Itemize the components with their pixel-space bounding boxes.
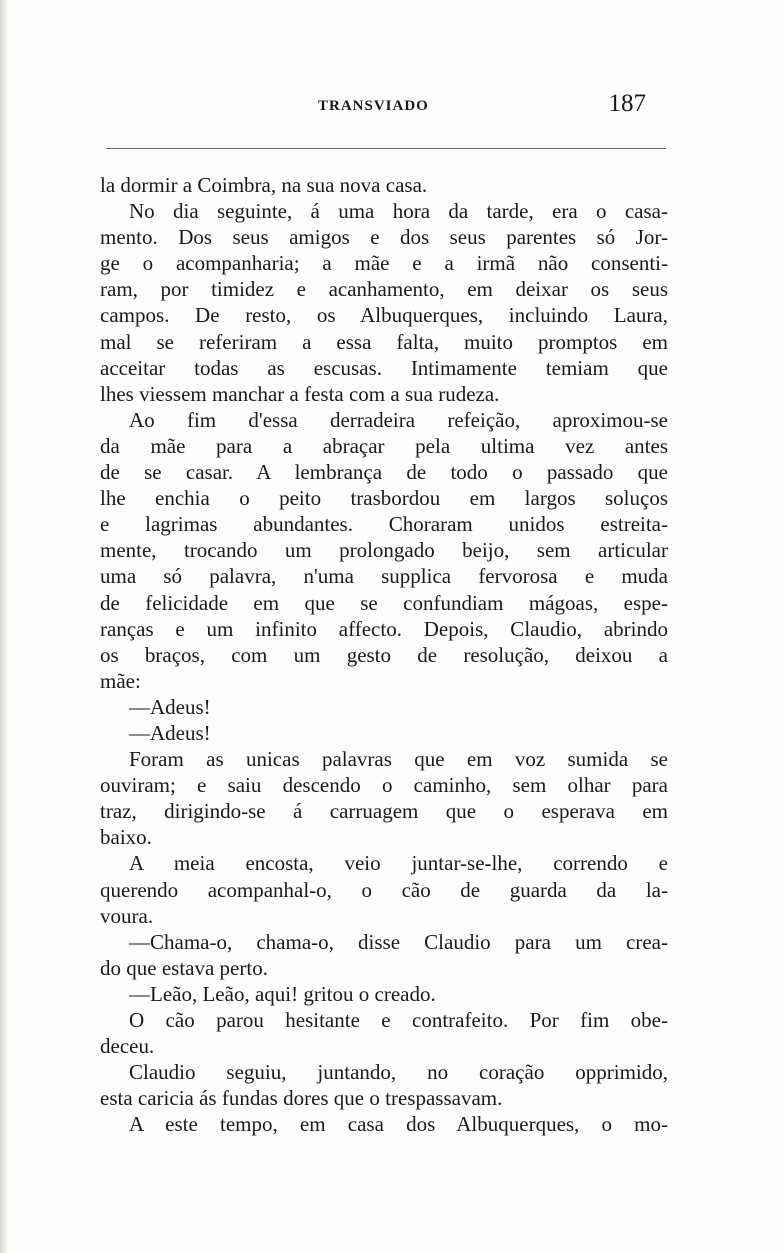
page-edge-shadow xyxy=(0,0,8,1253)
text-line: ge o acompanharia; a mãe e a irmã não consenti- xyxy=(100,251,668,276)
text-line: do que estava perto. xyxy=(100,955,268,980)
text-line: Foram as unicas palavras que em voz sumida se xyxy=(129,747,668,772)
text-line: A meia encosta, veio juntar-se-lhe, correndo e xyxy=(129,851,668,876)
page-number: 187 xyxy=(608,90,646,117)
text-line: de se casar. A lembrança de todo o passado que xyxy=(100,460,668,485)
text-line: acceitar todas as escusas. Intimamente temiam que xyxy=(100,355,668,380)
text-line: traz, dirigindo-se á carruagem que o esperava em xyxy=(100,799,668,824)
text-line: ram, por timidez e acanhamento, em deixar os seus xyxy=(100,277,668,302)
text-line: campos. De resto, os Albuquerques, incluindo Laura, xyxy=(100,303,668,328)
text-line: lhes viessem manchar a festa com a sua rudeza. xyxy=(100,381,500,406)
page-header xyxy=(100,90,670,130)
text-line: deceu. xyxy=(100,1034,155,1059)
text-line: de felicidade em que se confundiam mágoas, espe- xyxy=(100,590,668,615)
text-line: baixo. xyxy=(100,825,152,850)
text-line: mal se referiram a essa falta, muito promptos em xyxy=(100,329,668,354)
text-line: Claudio seguiu, juntando, no coração opprimido, xyxy=(129,1060,668,1085)
text-line: mãe: xyxy=(100,668,141,693)
header-rule xyxy=(106,148,666,149)
text-line: lhe enchia o peito trasbordou em largos soluços xyxy=(100,486,668,511)
text-line: querendo acompanhal-o, o cão de guarda da la- xyxy=(100,877,668,902)
text-line: da mãe para a abraçar pela ultima vez antes xyxy=(100,433,668,458)
text-line: No dia seguinte, á uma hora da tarde, era o casa- xyxy=(129,199,668,224)
body-text xyxy=(100,172,668,1137)
text-line: A este tempo, em casa dos Albuquerques, o mo- xyxy=(129,1112,668,1137)
text-line: os braços, com um gesto de resolução, deixou a xyxy=(100,642,668,667)
text-line: uma só palavra, n'uma supplica fervorosa e muda xyxy=(100,564,668,589)
running-title: TRANSVIADO xyxy=(318,98,429,114)
text-line: —Adeus! xyxy=(129,720,211,745)
text-line: —Adeus! xyxy=(129,694,211,719)
text-line: ouviram; e saiu descendo o caminho, sem olhar para xyxy=(100,773,668,798)
text-line: e lagrimas abundantes. Choraram unidos estreita- xyxy=(100,512,668,537)
text-line: esta caricia ás fundas dores que o trespassavam. xyxy=(100,1086,503,1111)
text-line: ranças e um infinito affecto. Depois, Claudio, abrindo xyxy=(100,616,668,641)
text-line: —Leão, Leão, aqui! gritou o creado. xyxy=(129,981,436,1006)
text-line: mente, trocando um prolongado beijo, sem articular xyxy=(100,538,668,563)
text-line: mento. Dos seus amigos e dos seus parentes só Jor- xyxy=(100,225,668,250)
text-line: la dormir a Coimbra, na sua nova casa. xyxy=(100,173,428,197)
text-line: voura. xyxy=(100,903,154,928)
text-line: O cão parou hesitante e contrafeito. Por fim obe- xyxy=(129,1008,668,1032)
text-line: Ao fim d'essa derradeira refeição, aproximou-se xyxy=(129,407,668,432)
text-line: —Chama-o, chama-o, disse Claudio para um crea- xyxy=(129,929,668,954)
